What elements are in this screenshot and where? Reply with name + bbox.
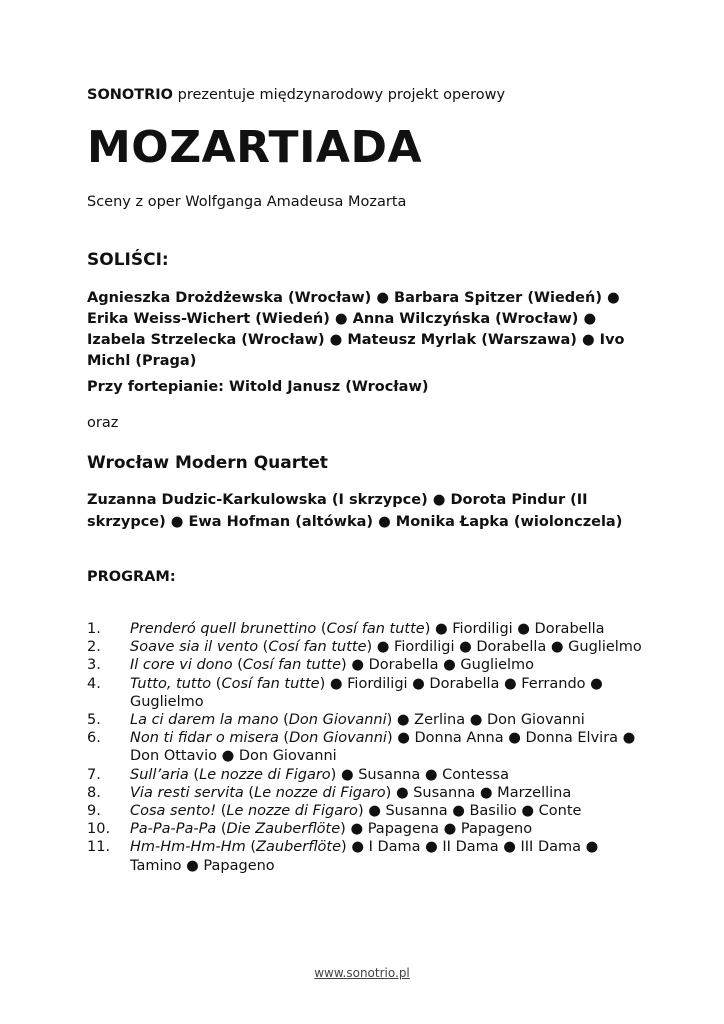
program-item-text: Cosa sento! (Le nozze di Figaro) ● Susanna ● Basilio ● Conte bbox=[130, 803, 582, 820]
opera-title: Don Giovanni bbox=[288, 712, 387, 729]
program-list bbox=[87, 620, 647, 875]
program-item-number: 4. bbox=[87, 675, 101, 692]
aria-title: Il core vi dono bbox=[130, 657, 233, 674]
aria-title: Non ti fidar o misera bbox=[130, 730, 279, 747]
program-item-number: 1. bbox=[87, 621, 101, 637]
program-item bbox=[87, 729, 647, 765]
program-item bbox=[87, 766, 647, 784]
program-item-text: Soave sia il vento (Cosí fan tutte) ● Fiordiligi ● Dorabella ● Guglielmo bbox=[130, 639, 642, 656]
program-item-number: 5. bbox=[87, 712, 101, 729]
program-item-text: Via resti servita (Le nozze di Figaro) ● Susanna ● Marzellina bbox=[130, 784, 572, 801]
program-item bbox=[87, 802, 647, 820]
program-item-number: 6. bbox=[87, 730, 101, 747]
program-item bbox=[87, 620, 647, 638]
program-item-text: Non ti fidar o misera (Don Giovanni) ● Donna Anna ● Donna Elvira ● Don Ottavio ● Don Giovanni bbox=[130, 730, 636, 765]
soloists-list: Agnieszka Drożdżewska (Wrocław) ● Barbara Spitzer (Wiedeń) ● Erika Weiss-Wichert (Wiedeń) ● Anna Wilczyńska (Wrocław) ● Izabela Strzelecka (Wrocław) ● Mateusz Myrlak (Warszawa) ● Ivo Michl (Praga) bbox=[87, 290, 625, 369]
program-item-text: Pa-Pa-Pa-Pa (Die Zauberflӧte) ● Papagena ● Papageno bbox=[130, 821, 533, 838]
roles: ● I Dama ● II Dama ● III Dama ● Tamino ● Papageno bbox=[130, 839, 599, 874]
roles: ● Fiordiligi ● Dorabella ● Ferrando ● Guglielmo bbox=[130, 675, 603, 710]
roles: ● Susanna ● Contessa bbox=[336, 766, 509, 783]
opera-title: Don Giovanni bbox=[289, 730, 387, 747]
opera-title: Cosí fan tutte bbox=[268, 639, 367, 656]
program-item-text: Prenderó quell brunettino (Cosí fan tutte) ● Fiordiligi ● Dorabella bbox=[130, 621, 605, 637]
opera-title: Cosí fan tutte bbox=[326, 621, 425, 637]
roles: ● Donna Anna ● Donna Elvira ● Don Ottavio ● Don Giovanni bbox=[130, 730, 636, 765]
quartet-heading: Wrocław Modern Quartet bbox=[87, 453, 328, 473]
website-link[interactable]: www.sonotrio.pl bbox=[314, 966, 410, 980]
program-item-number: 10. bbox=[87, 821, 111, 838]
roles: ● Fiordiligi ● Dorabella ● Guglielmo bbox=[372, 639, 642, 656]
program-item-number: 8. bbox=[87, 784, 101, 801]
program-item bbox=[87, 711, 647, 729]
program-item-number: 3. bbox=[87, 657, 101, 674]
intro-line bbox=[87, 87, 505, 103]
page-title: MOZARTIADA bbox=[87, 122, 423, 173]
footer bbox=[0, 966, 724, 980]
opera-title: Le nozze di Figaro bbox=[226, 803, 358, 820]
opera-title: Cosí fan tutte bbox=[242, 657, 342, 674]
program-item-text: Tutto, tutto (Cosí fan tutte) ● Fiordiligi ● Dorabella ● Ferrando ● Guglielmo bbox=[130, 675, 603, 710]
program-item bbox=[87, 656, 647, 674]
opera-title: Cosí fan tutte bbox=[221, 675, 320, 692]
program-item-number: 11. bbox=[87, 839, 111, 856]
roles: ● Dorabella ● Guglielmo bbox=[346, 657, 535, 674]
aria-title: Pa-Pa-Pa-Pa bbox=[130, 821, 217, 838]
program-heading: PROGRAM: bbox=[87, 569, 176, 585]
program-item bbox=[87, 638, 647, 656]
aria-title: Soave sia il vento bbox=[130, 639, 259, 656]
aria-title: Prenderó quell brunettino bbox=[130, 621, 317, 637]
quartet-list: Zuzanna Dudzic-Karkulowska (I skrzypce) ● Dorota Pindur (II skrzypce) ● Ewa Hofman (altówka) ● Monika Łapka (wiolonczela) bbox=[87, 492, 623, 530]
roles: ● Fiordiligi ● Dorabella bbox=[430, 621, 605, 637]
program-item-text: Sull’aria (Le nozze di Figaro) ● Susanna ● Contessa bbox=[130, 766, 509, 783]
opera-title: Le nozze di Figaro bbox=[199, 766, 331, 783]
aria-title: Via resti servita bbox=[130, 784, 244, 801]
aria-title: Hm-Hm-Hm-Hm bbox=[130, 839, 246, 856]
program-item-text: La ci darem la mano (Don Giovanni) ● Zerlina ● Don Giovanni bbox=[130, 712, 585, 729]
program-item-text: Il core vi dono (Cosí fan tutte) ● Dorabella ● Guglielmo bbox=[130, 657, 535, 674]
program-item bbox=[87, 675, 647, 711]
program-item-number: 9. bbox=[87, 803, 101, 820]
aria-title: Cosa sento! bbox=[130, 803, 217, 820]
roles: ● Papagena ● Papageno bbox=[345, 821, 533, 838]
aria-title: Tutto, tutto bbox=[130, 675, 212, 692]
brand-name: SONOTRIO bbox=[87, 87, 174, 103]
roles: ● Susanna ● Marzellina bbox=[391, 784, 572, 801]
opera-title: Die Zauberflӧte bbox=[226, 821, 341, 838]
roles: ● Susanna ● Basilio ● Conte bbox=[363, 803, 582, 820]
subtitle: Sceny z oper Wolfganga Amadeusa Mozarta bbox=[87, 194, 407, 210]
program-item bbox=[87, 820, 647, 838]
program-item bbox=[87, 838, 647, 874]
program-item-number: 7. bbox=[87, 766, 101, 783]
roles: ● Zerlina ● Don Giovanni bbox=[392, 712, 585, 729]
intro-text: prezentuje międzynarodowy projekt operowy bbox=[173, 87, 506, 103]
program-item bbox=[87, 784, 647, 802]
soloists-heading: SOLIŚCI: bbox=[87, 250, 169, 270]
opera-title: Le nozze di Figaro bbox=[254, 784, 386, 801]
opera-title: Zauberflöte bbox=[256, 839, 342, 856]
piano-line: Przy fortepianie: Witold Janusz (Wrocław) bbox=[87, 379, 429, 395]
aria-title: Sull’aria bbox=[130, 766, 189, 783]
oraz-text: oraz bbox=[87, 415, 119, 431]
program-item-number: 2. bbox=[87, 639, 101, 656]
program-item-text: Hm-Hm-Hm-Hm (Zauberflöte) ● I Dama ● II Dama ● III Dama ● Tamino ● Papageno bbox=[130, 839, 599, 874]
aria-title: La ci darem la mano bbox=[130, 712, 279, 729]
